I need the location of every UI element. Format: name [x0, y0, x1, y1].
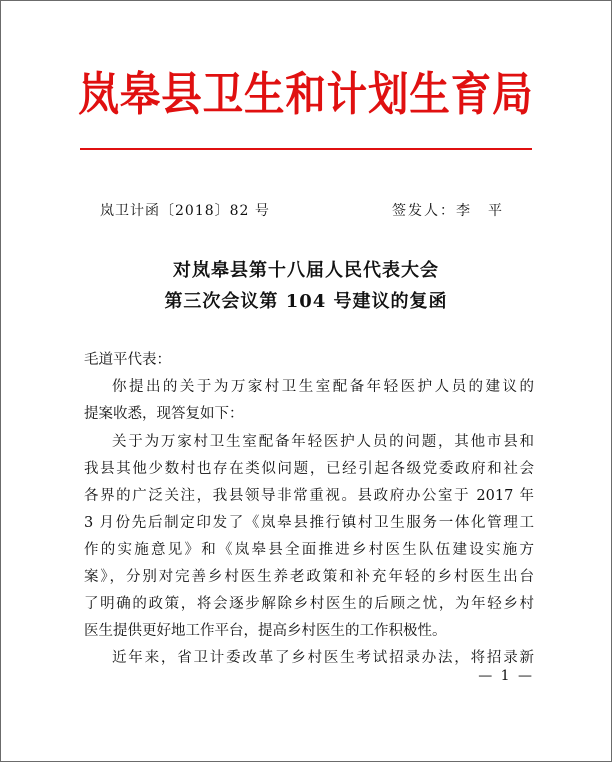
body-line: 近年来，省卫计委改革了乡村医生考试招录办法，将招录新	[112, 650, 534, 666]
document-number: 岚卫计函〔2018〕82 号	[100, 203, 270, 219]
document-title-line-1: 对岚皋县第十八届人民代表大会	[173, 260, 439, 281]
body-line: 关于为万家村卫生室配备年轻医护人员的问题，其他市县和	[112, 434, 534, 450]
signer: 签发人：李 平	[392, 203, 504, 219]
body-line: 各界的广泛关注，我县领导非常重视。县政府办公室于 2017 年	[84, 488, 534, 504]
body-line: 你提出的关于为万家村卫生室配备年轻医护人员的建议的	[112, 379, 534, 395]
salutation: 毛道平代表：	[84, 352, 171, 368]
document-title-line-2: 第三次会议第 104 号建议的复函	[164, 291, 448, 312]
letterhead-red-rule	[80, 148, 532, 150]
body-line: 我县其他少数村也存在类似问题，已经引起各级党委政府和社会	[84, 461, 534, 477]
body-line: 提案收悉，现答复如下：	[84, 406, 244, 422]
body-line: 作的实施意见》和《岚皋县全面推进乡村医生队伍建设实施方	[84, 542, 534, 558]
body-line: 3 月份先后制定印发了《岚皋县推行镇村卫生服务一体化管理工	[84, 515, 534, 531]
page-number: — 1 —	[478, 668, 534, 684]
letterhead-title: 岚皋县卫生和计划生育局	[78, 67, 534, 121]
body-line: 了明确的政策，将会逐步解除乡村医生的后顾之忧，为年轻乡村	[84, 596, 534, 612]
body-line: 医生提供更好地工作平台，提高乡村医生的工作积极性。	[84, 623, 447, 639]
body-line: 案》，分别对完善乡村医生养老政策和补充年轻的乡村医生出台	[84, 569, 534, 585]
